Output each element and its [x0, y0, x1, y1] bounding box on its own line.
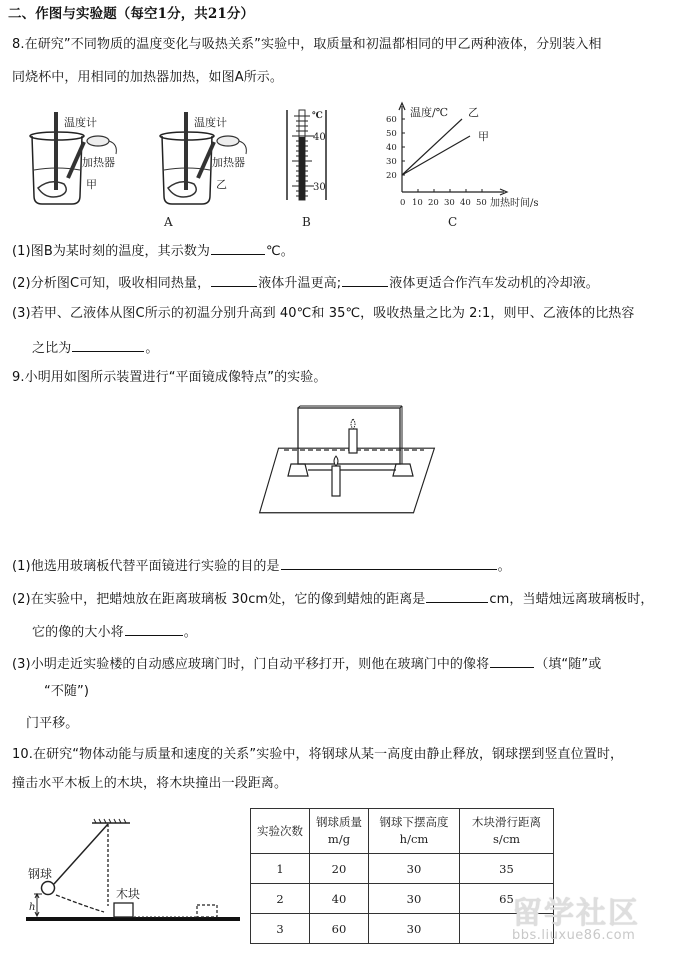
svg-text:40: 40	[386, 143, 397, 153]
svg-text:乙: 乙	[216, 178, 227, 191]
svg-text:温度计: 温度计	[64, 116, 97, 129]
watermark	[512, 888, 640, 943]
table-header-cell: 钢球质量 m/g	[310, 809, 369, 854]
figure-plane-mirror-setup	[258, 400, 438, 520]
q10-data-table	[250, 808, 554, 944]
svg-text:40: 40	[313, 132, 326, 143]
q9-part3-line3: 门平移。	[26, 716, 79, 731]
svg-text:10: 10	[412, 198, 423, 208]
table-row: 2 40 30 65	[251, 884, 554, 914]
table-header-row	[251, 809, 554, 854]
svg-text:乙: 乙	[468, 106, 479, 119]
q8-part2-answer-blank-2[interactable]	[342, 273, 388, 287]
q9-part2-answer-blank-2[interactable]	[125, 622, 183, 636]
svg-text:加热器: 加热器	[82, 156, 115, 169]
figure-a-label: A	[164, 215, 173, 229]
svg-text:温度计: 温度计	[194, 116, 227, 129]
q9-part2: (2)在实验中，把蜡烛放在距离玻璃板 30cm处，它的像到蜡烛的距离是 cm，当蜡烛远离玻璃板时，	[12, 589, 654, 609]
figure-c-chart	[370, 100, 540, 230]
watermark-logo: 留学社区	[512, 896, 640, 931]
q9-part1: (1)他选用玻璃板代替平面镜进行实验的目的是 。	[12, 556, 511, 576]
svg-text:40: 40	[460, 198, 471, 208]
q9-stem: 9.小明用如图所示装置进行“平面镜成像特点”的实验。	[12, 370, 327, 385]
q8-part3-answer-blank[interactable]	[72, 338, 144, 352]
table-row: 3 60 30	[251, 914, 554, 944]
figure-pendulum-setup	[0, 800, 240, 930]
svg-text:℃: ℃	[312, 111, 323, 121]
q8-stem-line1: 8.在研究”不同物质的温度变化与吸热关系”实验中，取质量和初温都相同的甲乙两种液体，分别装入相	[12, 37, 602, 52]
q8-part2-answer-blank-1[interactable]	[211, 273, 257, 287]
q9-part2-answer-blank-1[interactable]	[426, 589, 488, 603]
q8-part1: (1)图B为某时刻的温度，其示数为 ℃。	[12, 241, 294, 261]
q8-part3-line1: (3)若甲、乙液体从图C所示的初温分别升高到 40℃和 35℃，吸收热量之比为 2:1，则甲、乙液体的比热容	[12, 306, 635, 321]
svg-text:钢球: 钢球	[28, 867, 53, 881]
table-row: 1 20 30 35	[251, 854, 554, 884]
section-title: 二、作图与实验题（每空1分，共21分）	[8, 6, 255, 22]
q8-part3-line2: 之比为 。	[32, 338, 158, 358]
svg-text:温度/℃: 温度/℃	[410, 106, 449, 119]
svg-text:20: 20	[428, 198, 439, 208]
svg-text:50: 50	[386, 129, 397, 139]
q9-part1-answer-blank[interactable]	[281, 556, 497, 570]
svg-text:加热时间/s: 加热时间/s	[490, 198, 539, 209]
steel-ball-icon	[42, 882, 55, 895]
svg-text:加热器: 加热器	[212, 156, 245, 169]
q10-stem-line2: 撞击水平木板上的木块，将木块撞出一段距离。	[12, 776, 288, 791]
beaker-yi-icon	[160, 112, 246, 204]
svg-text:60: 60	[386, 115, 397, 125]
beaker-jia-icon	[30, 112, 116, 204]
svg-text:木块: 木块	[116, 887, 141, 901]
svg-text:甲: 甲	[478, 130, 489, 143]
figure-b-thermometer	[282, 106, 332, 230]
candle-image-icon	[349, 429, 357, 453]
svg-text:甲: 甲	[86, 178, 97, 191]
svg-text:30: 30	[386, 157, 397, 167]
q8-part1-answer-blank[interactable]	[211, 241, 265, 255]
figure-a-beakers	[20, 108, 270, 228]
q8-part2: (2)分析图C可知，吸收相同热量， 液体升温更高; 液体更适合作汽车发动机的冷却液。	[12, 273, 599, 293]
table-header-cell: 实验次数	[251, 809, 310, 854]
q9-part3: (3)小明走近实验楼的自动感应玻璃门时，门自动平移打开，则他在玻璃门中的像将 （填“随”或	[12, 654, 601, 674]
svg-text:50: 50	[476, 198, 487, 208]
q9-part3-answer-blank[interactable]	[490, 654, 534, 668]
svg-text:20: 20	[386, 171, 397, 181]
svg-text:0: 0	[400, 198, 406, 208]
q8-stem-line2: 同烧杯中，用相同的加热器加热，如图A所示。	[12, 70, 283, 85]
series-yi-line	[402, 119, 462, 175]
watermark-url: bbs.liuxue86.com	[512, 928, 636, 943]
table-header-cell: 钢球下摆高度 h/cm	[369, 809, 460, 854]
figure-c-label: C	[448, 215, 458, 229]
series-jia-line	[402, 136, 470, 175]
candle-icon	[332, 466, 340, 496]
svg-text:30: 30	[444, 198, 455, 208]
q9-part2-line2: 它的像的大小将 。	[32, 622, 197, 642]
q10-stem-line1: 10.在研究“物体动能与质量和速度的关系”实验中，将钢球从某一高度由静止释放，钢球摆到竖直位置时，	[12, 747, 624, 762]
svg-text:30: 30	[313, 182, 326, 193]
svg-text:h: h	[29, 902, 36, 913]
figure-b-label: B	[302, 215, 311, 229]
wood-block-icon	[114, 903, 133, 917]
table-header-cell: 木块滑行距离 s/cm	[460, 809, 554, 854]
q9-part3-line2: “不随”)	[44, 684, 90, 699]
